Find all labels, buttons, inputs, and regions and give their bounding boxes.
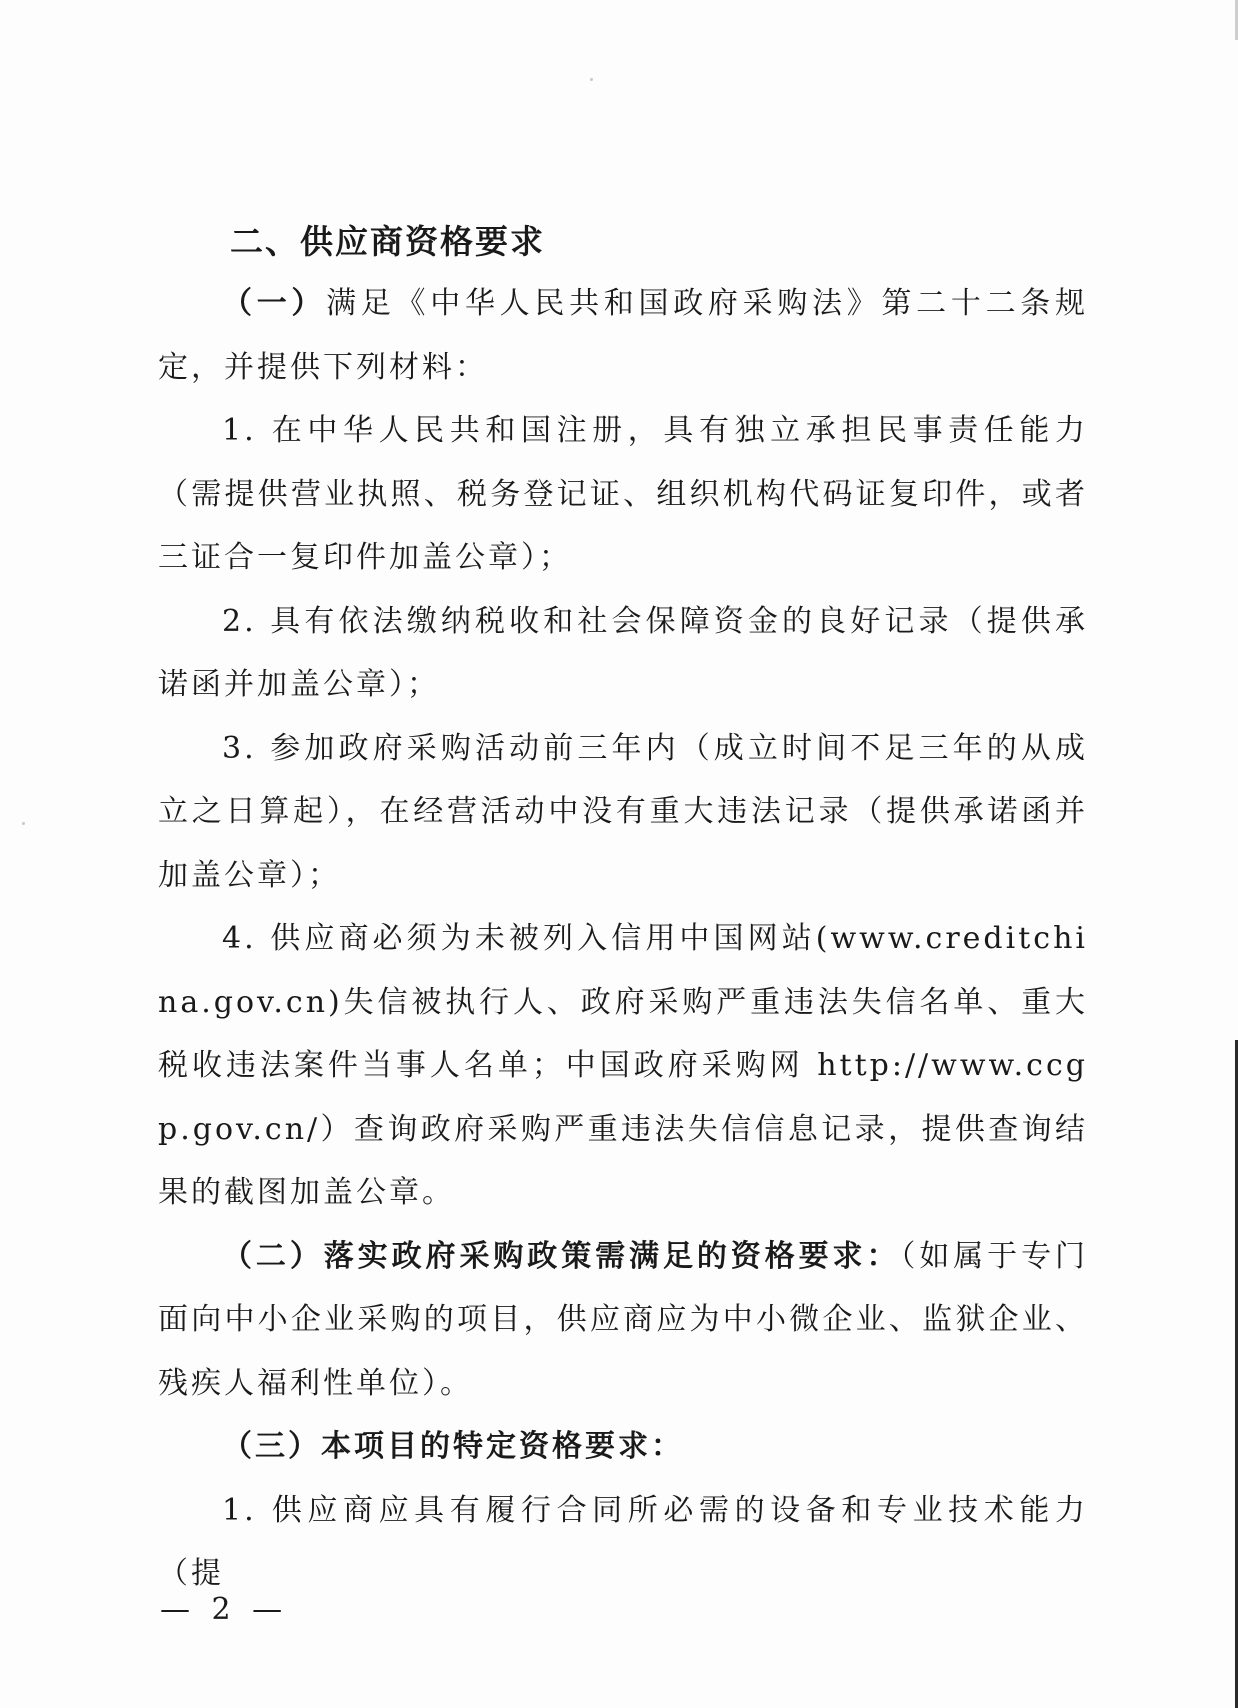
paragraph-specific-item-1: 1. 供应商应具有履行合同所必需的设备和专业技术能力（提: [158, 1492, 1088, 1591]
scan-speck: [590, 78, 593, 81]
section-title: 二、供应商资格要求: [230, 222, 545, 261]
paragraph-requirement-2: [158, 1225, 1088, 1416]
paragraph-lead: （三）本项目的特定资格要求：: [222, 1429, 684, 1464]
paragraph-item-4: 4. 供应商必须为未被列入信用中国网站(www.creditchina.gov.cn)失信被执行人、政府采购严重违法失信名单、重大税收违法案件当事人名单；中国政府采购网 http://www.ccgp.gov.cn/）查询政府采购严重违法失信信息记录，提供查询结果的截图加盖公章。: [158, 921, 1088, 1210]
paragraph-item-3: 3. 参加政府采购活动前三年内（成立时间不足三年的从成立之日算起），在经营活动中没有重大违法记录（提供承诺函并加盖公章）；: [158, 730, 1088, 893]
paragraph-text: 满足《中华人民共和国政府采购法》第二十二条规定，并提供下列材料：: [158, 286, 1088, 385]
scan-speck: [22, 822, 25, 825]
paragraph-item-1: 1. 在中华人民共和国注册，具有独立承担民事责任能力（需提供营业执照、税务登记证、组织机构代码证复印件，或者三证合一复印件加盖公章）；: [158, 413, 1088, 575]
paragraph-requirement-3: [158, 1415, 1088, 1479]
document-body: [158, 212, 1088, 1606]
paragraph-requirement-1: [158, 272, 1088, 399]
paragraph-item-2: 2. 具有依法缴纳税收和社会保障资金的良好记录（提供承诺函并加盖公章）；: [158, 603, 1088, 702]
page-number: — 2 —: [160, 1592, 289, 1627]
paragraph-text: （如属于专门面向中小企业采购的项目，供应商应为中小微企业、监狱企业、残疾人福利性单位）。: [158, 1238, 1089, 1401]
paragraph-lead: （二）落实政府采购政策需满足的资格要求：: [222, 1238, 901, 1274]
paragraph-lead: （一）: [222, 286, 327, 321]
